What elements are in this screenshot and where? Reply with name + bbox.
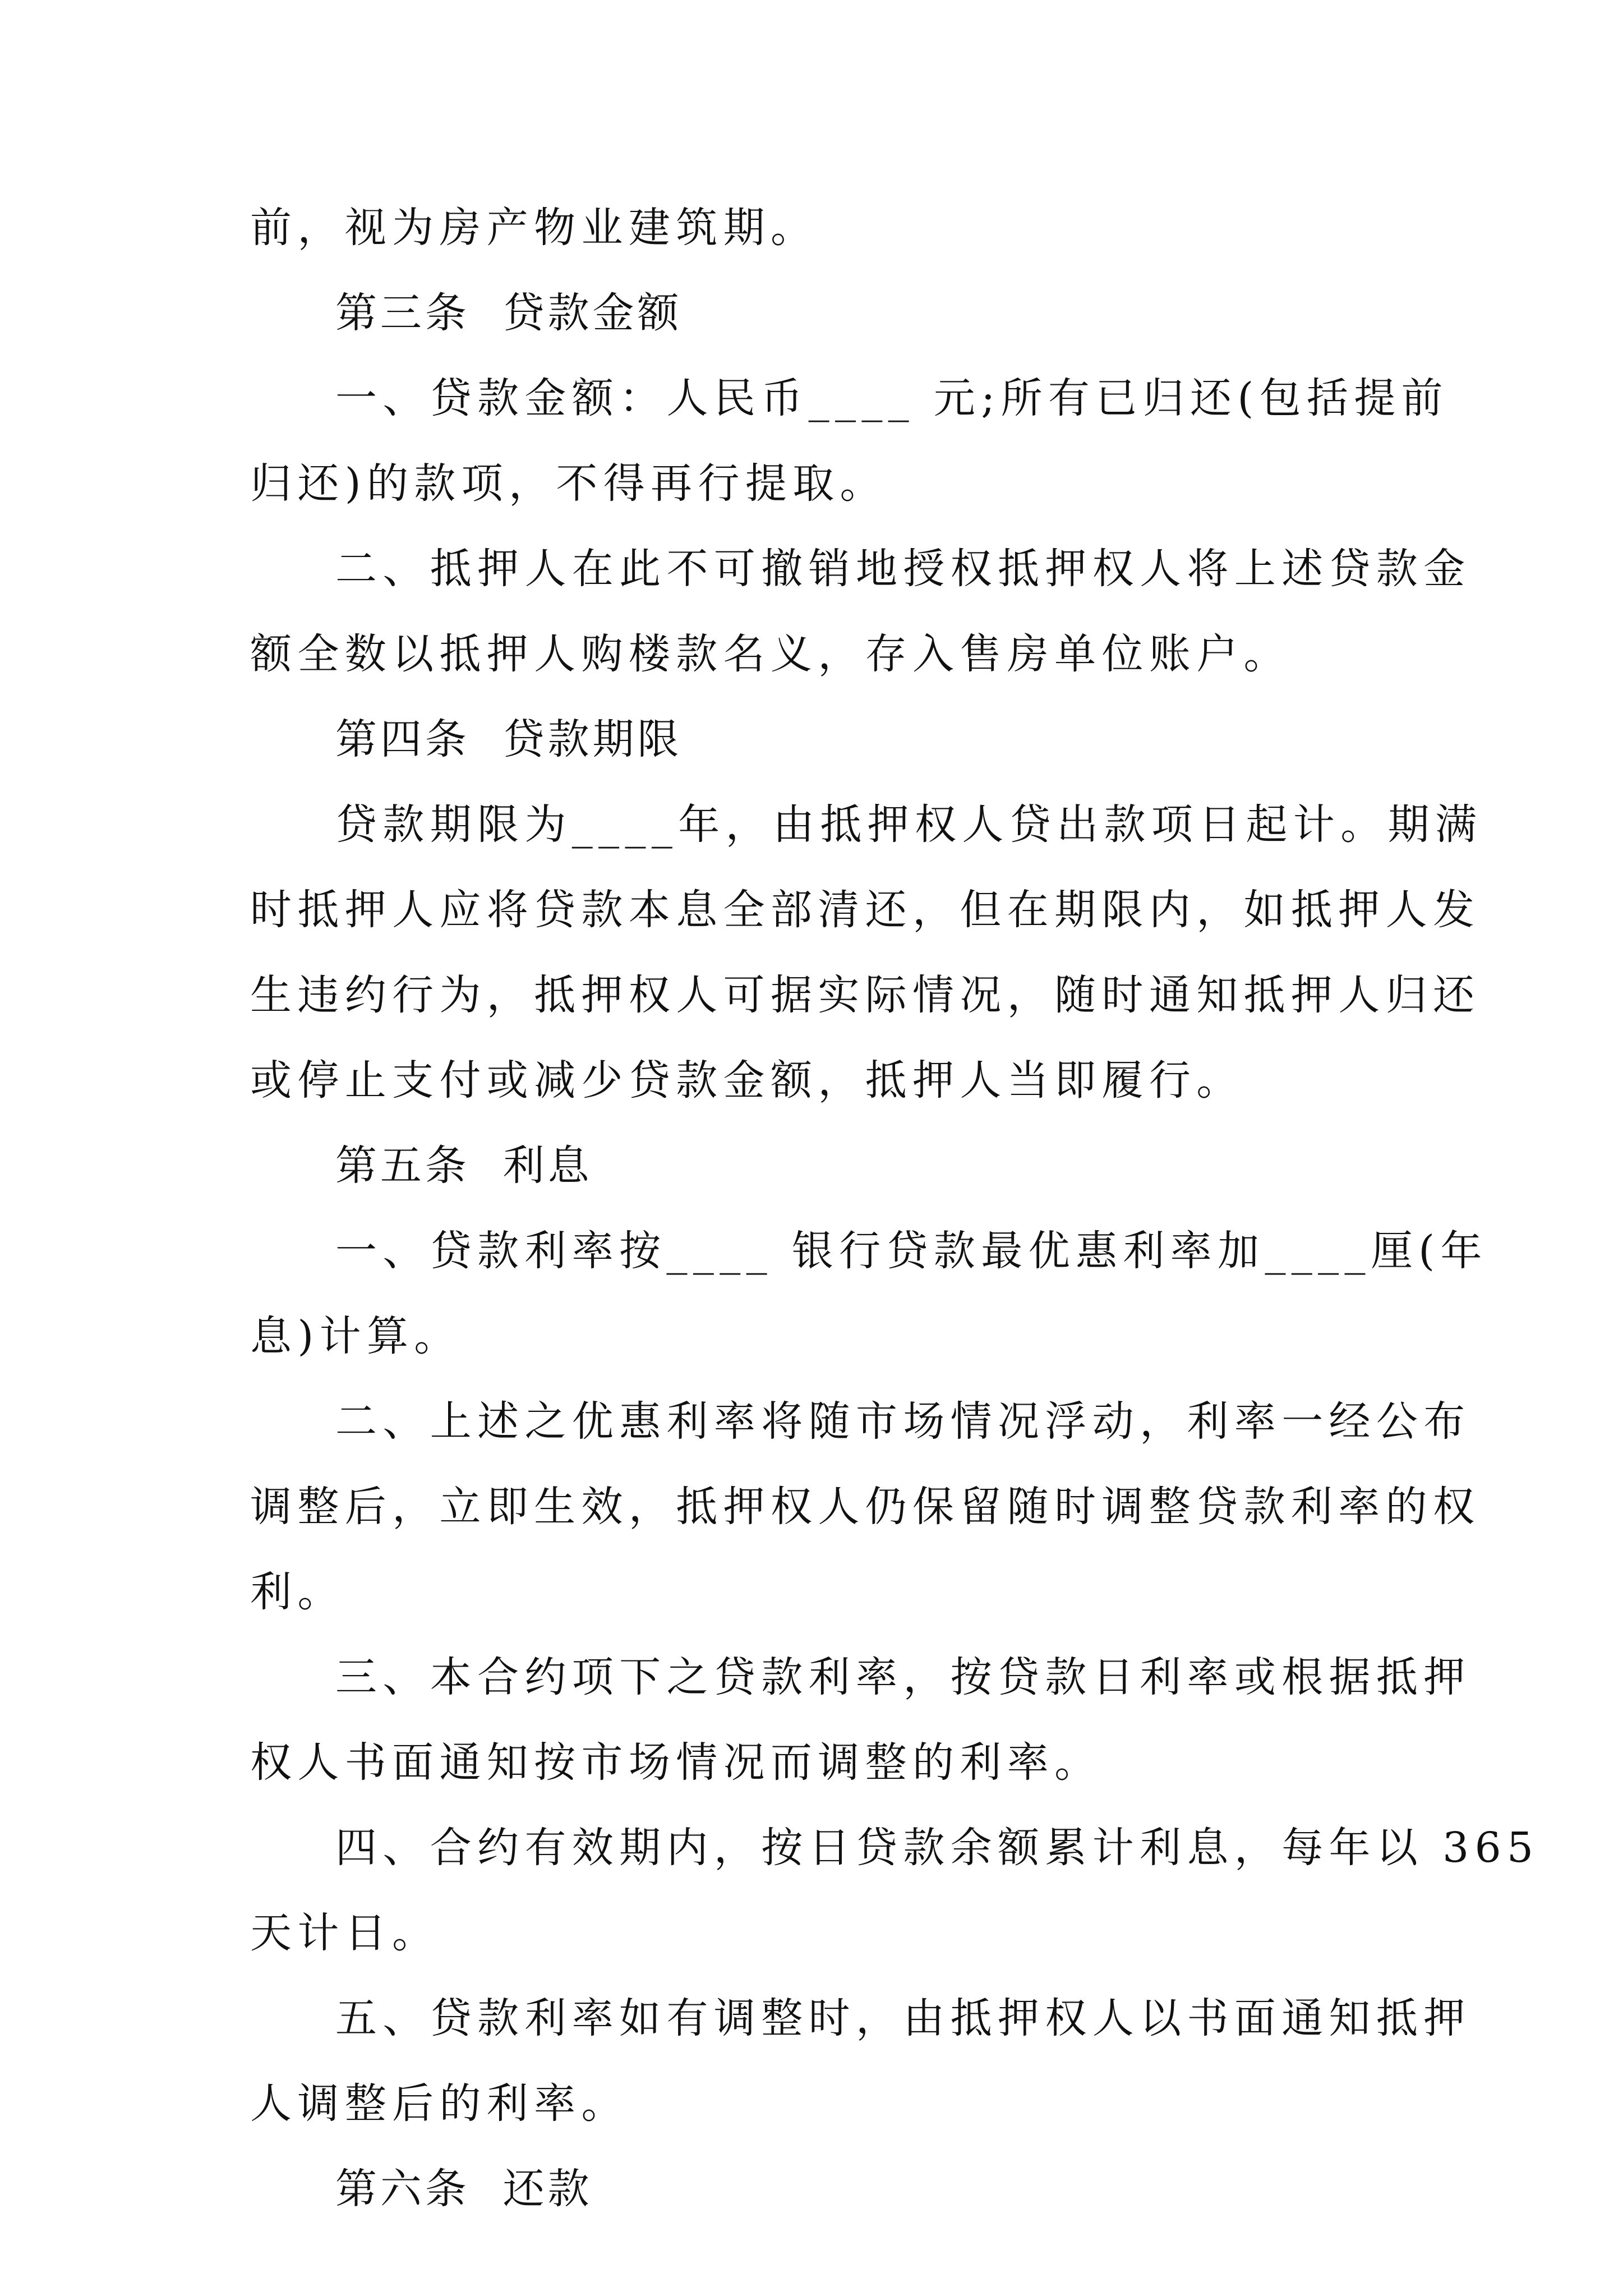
paragraph-line: 生违约行为，抵押权人可据实际情况，随时通知抵押人归还 bbox=[250, 971, 1481, 1019]
paragraph-line: 权人书面通知按市场情况而调整的利率。 bbox=[250, 1738, 1102, 1787]
paragraph-line: 二、上述之优惠利率将随市场情况浮动，利率一经公布 bbox=[335, 1397, 1471, 1446]
article-heading: 第四条 贷款期限 bbox=[335, 715, 683, 763]
paragraph-line: 贷款期限为____年，由抵押权人贷出款项日起计。期满 bbox=[335, 800, 1483, 849]
paragraph-line: 一、贷款金额：人民币____ 元;所有已归还(包括提前 bbox=[335, 374, 1449, 422]
paragraph-line: 归还)的款项，不得再行提取。 bbox=[250, 459, 887, 508]
paragraph-line: 前，视为房产物业建筑期。 bbox=[250, 204, 818, 252]
paragraph-line: 或停止支付或减少贷款金额，抵押人当即履行。 bbox=[250, 1056, 1244, 1105]
paragraph-line: 调整后，立即生效，抵押权人仍保留随时调整贷款利率的权 bbox=[250, 1483, 1481, 1531]
paragraph-line: 二、抵押人在此不可撤销地授权抵押权人将上述贷款金 bbox=[335, 545, 1471, 593]
paragraph-line: 四、合约有效期内，按日贷款余额累计利息，每年以 365 bbox=[335, 1824, 1539, 1872]
paragraph-line: 一、贷款利率按____ 银行贷款最优惠利率加____厘(年 bbox=[335, 1227, 1488, 1275]
paragraph-line: 三、本合约项下之贷款利率，按贷款日利率或根据抵押 bbox=[335, 1653, 1471, 1701]
article-heading: 第三条 贷款金额 bbox=[335, 289, 683, 337]
paragraph-line: 人调整后的利率。 bbox=[250, 2079, 629, 2128]
article-heading: 第五条 利息 bbox=[335, 1142, 593, 1190]
document-page bbox=[250, 185, 1539, 2231]
article-heading: 第六条 还款 bbox=[335, 2165, 593, 2213]
paragraph-line: 时抵押人应将贷款本息全部清还，但在期限内，如抵押人发 bbox=[250, 886, 1481, 934]
paragraph-line: 利。 bbox=[250, 1568, 345, 1616]
paragraph-line: 五、贷款利率如有调整时，由抵押权人以书面通知抵押 bbox=[335, 1994, 1471, 2042]
paragraph-line: 额全数以抵押人购楼款名义，存入售房单位账户。 bbox=[250, 630, 1291, 678]
paragraph-line: 天计日。 bbox=[250, 1909, 440, 1957]
paragraph-line: 息)计算。 bbox=[250, 1312, 462, 1360]
